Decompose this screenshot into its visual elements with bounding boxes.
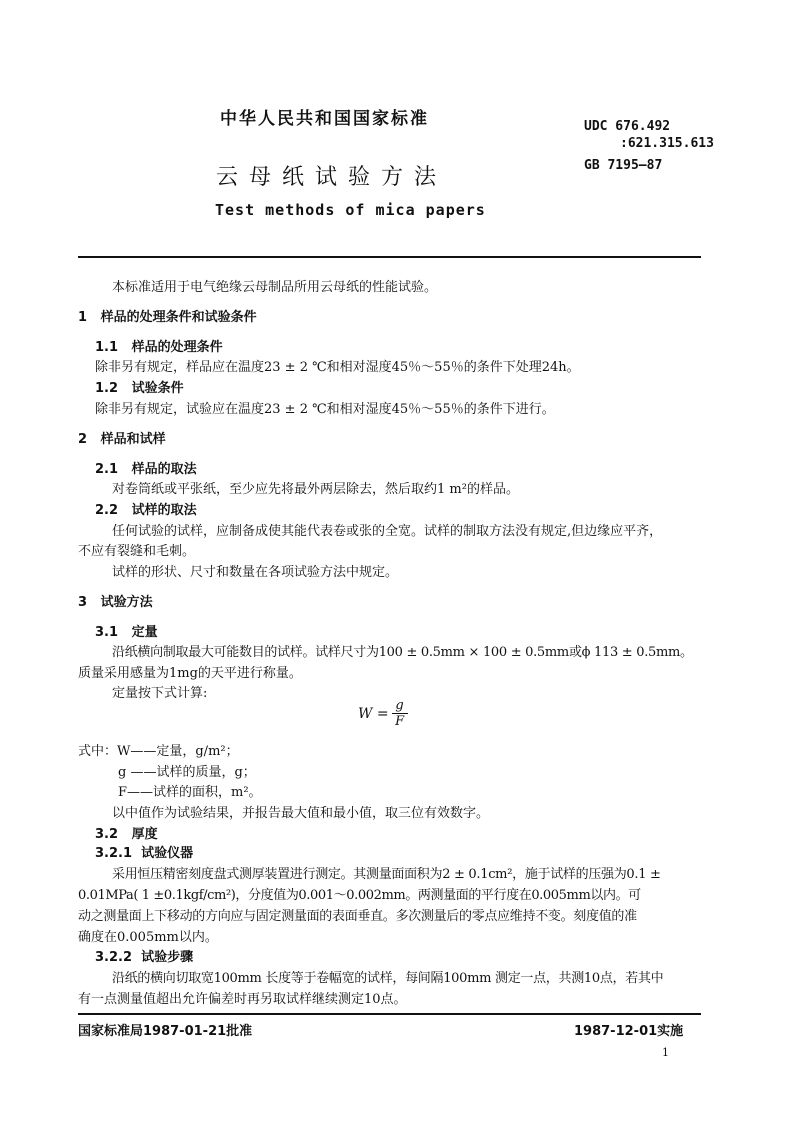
section-number: 1.1 [95,340,119,355]
approval-date: 国家标准局1987-01-21批准 [78,1024,253,1039]
section-title: 试验条件 [131,381,184,396]
section-3-2-heading [95,823,158,842]
section-title: 试样的取法 [131,503,197,518]
effective-date: 1987-12-01实施 [574,1024,684,1039]
section-3-2-1-line-2: 0.01MPa( 1 ±0.1kgf/cm²)，分度值为0.001～0.002mm。两测量面的平行度在0.005mm以内。可 [78,888,641,903]
section-number: 1 [78,310,88,325]
formula-fraction [392,698,408,729]
section-3-1-line-1: 沿纸横向制取最大可能数目的试样。试样尺寸为100 ± 0.5mm × 100 ± 0.5mm或ϕ 113 ± 0.5mm。 [112,645,693,660]
section-2-2-text-2: 试样的形状、尺寸和数量在各项试验方法中规定。 [112,565,399,580]
section-number: 3.1 [95,625,119,640]
formula-denominator: F [395,714,405,729]
section-number: 2.2 [95,503,119,518]
section-number: 3.2.1 [95,846,133,861]
page-number: 1 [662,1046,669,1059]
section-number: 2.1 [95,462,119,477]
section-3-1-result: 以中值作为试验结果，并报告最大值和最小值，取三位有效数字。 [112,806,490,821]
gb-code: GB 7195—87 [584,158,663,173]
section-3-2-1-line-1: 采用恒压精密刻度盘式测厚装置进行测定。其测量面面积为2 ± 0.1cm²，施于试样的压强为0.1 ± [112,867,661,882]
section-number: 3.2.2 [95,950,133,965]
where-line-2: g ——试样的质量，g； [118,765,256,780]
section-1-1-text: 除非另有规定，样品应在温度23 ± 2 ℃和相对湿度45％～55％的条件下处理24h。 [95,360,580,375]
section-3-2-2-heading [95,946,193,965]
section-number: 2 [78,432,88,447]
section-2-2-text-line-1: 任何试验的试样，应制备成使其能代表卷或张的全宽。试样的制取方法没有规定,但边缘应平齐， [112,524,663,539]
intro-paragraph: 本标准适用于电气绝缘云母制品所用云母纸的性能试验。 [112,280,438,295]
where-line-3: F——试样的面积，m²。 [118,785,262,800]
section-1-heading [78,306,257,325]
section-title: 试验仪器 [141,846,194,861]
where-line-1: 式中：W——定量，g/m²； [78,744,239,759]
section-1-1-heading [95,336,223,355]
page-title-english: Test methods of mica papers [215,201,486,219]
section-3-2-2-line-2: 有一点测量值超出允许偏差时再另取试样继续测定10点。 [78,992,407,1007]
section-3-1-heading [95,621,158,640]
section-title: 试验方法 [100,595,153,610]
section-1-2-text: 除非另有规定，试验应在温度23 ± 2 ℃和相对湿度45％～55％的条件下进行。 [95,402,555,417]
section-3-2-2-line-1: 沿纸的横向切取宽100mm 长度等于卷幅宽的试样，每间隔100mm 测定一点，共测10点，若其中 [112,971,664,986]
section-2-1-text: 对卷筒纸或平张纸，至少应先将最外两层除去，然后取约1 m²的样品。 [112,482,519,497]
section-3-2-1-line-3: 动之测量面上下移动的方向应与固定测量面的表面垂直。多次测量后的零点应维持不变。刻度值的准 [78,909,637,924]
section-2-1-heading [95,458,197,477]
formula-numerator: g [395,698,404,713]
header-divider [78,256,701,258]
section-2-2-heading [95,499,197,518]
areal-weight-formula [358,698,408,729]
standard-name: 中华人民共和国国家标准 [220,109,429,129]
section-title: 样品的处理条件 [131,340,223,355]
udc-code [584,118,714,152]
section-title: 样品的取法 [131,462,197,477]
formula-lhs: W = [358,705,389,722]
section-2-heading [78,428,166,447]
section-title: 样品的处理条件和试验条件 [100,310,257,325]
section-3-heading [78,591,153,610]
section-3-2-1-heading [95,842,193,861]
section-number: 3.2 [95,827,119,842]
section-3-2-1-line-4: 确度在0.005mm以内。 [78,930,218,945]
footer-divider [78,1013,701,1015]
section-2-2-text-line-2: 不应有裂缝和毛刺。 [78,544,196,559]
page-title: 云母纸试验方法 [216,165,448,190]
section-3-1-line-3: 定量按下式计算: [112,686,208,701]
section-title: 试验步骤 [141,950,194,965]
udc-line-2: :621.315.613 [620,136,714,151]
section-number: 1.2 [95,381,119,396]
section-1-2-heading [95,377,184,396]
section-title: 厚度 [131,827,158,842]
section-number: 3 [78,595,88,610]
section-3-1-line-2: 质量采用感量为1mg的天平进行称量。 [78,666,302,681]
udc-line-1: UDC 676.492 [584,119,671,134]
section-title: 定量 [131,625,158,640]
section-title: 样品和试样 [100,432,166,447]
